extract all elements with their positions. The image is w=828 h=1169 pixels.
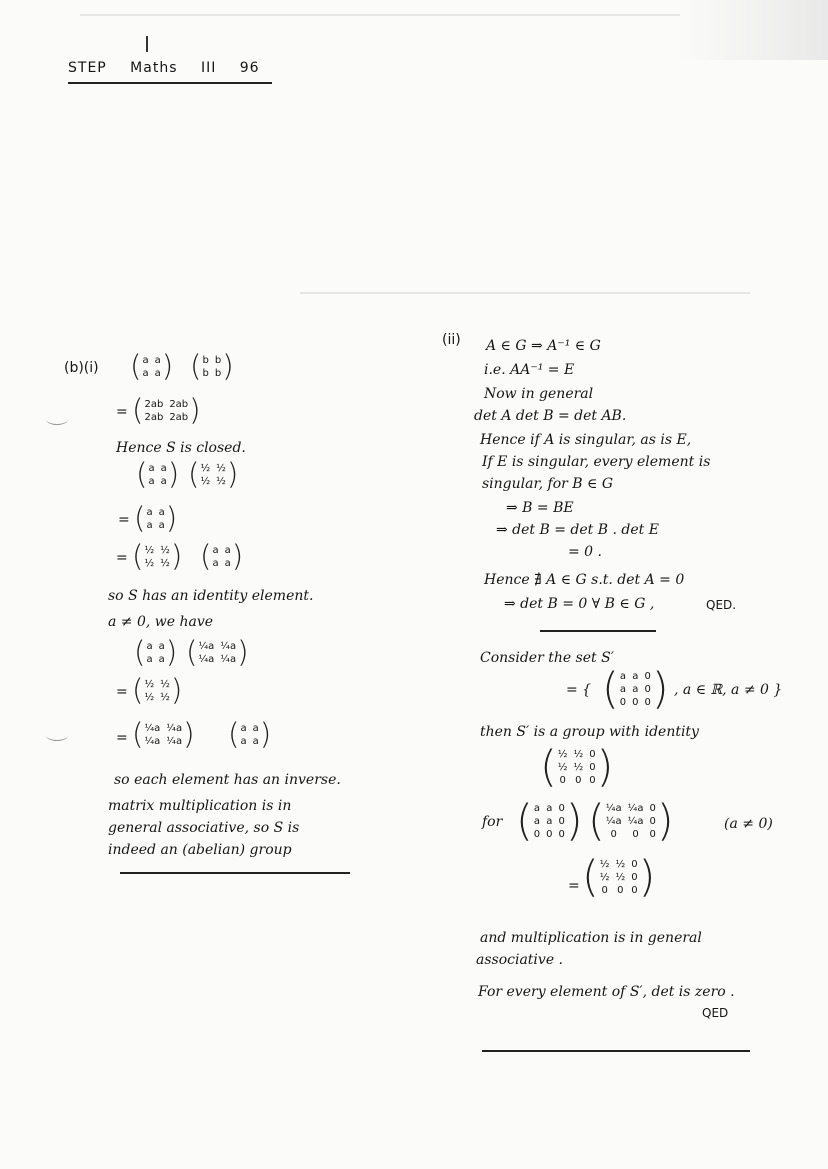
matrix-cell: a [632, 671, 639, 683]
matrix-entries [200, 462, 225, 488]
matrix-cell: 0 [631, 859, 638, 871]
matrix-right-paren: ) [222, 349, 234, 383]
matrix-cell: 0 [619, 697, 627, 709]
matrix-right-paren: ) [596, 742, 614, 792]
matrix-cell: a [146, 506, 153, 518]
set-brace-open: = { [566, 682, 592, 698]
matrix-right-paren: ) [259, 717, 272, 751]
matrix-entries [148, 462, 166, 488]
matrix-right-paren: ) [167, 457, 180, 491]
matrix-cell: ¼a [605, 803, 622, 815]
matrix-cell: ½ [557, 762, 568, 774]
matrix-left-paren: ( [190, 349, 202, 383]
matrix-cell: a [148, 462, 155, 474]
matrix-cell: 0 [601, 885, 608, 897]
matrix [602, 664, 669, 714]
proof-line: ⇒ det B = det B . det E [496, 522, 659, 538]
matrix-cell: a [154, 367, 161, 379]
matrix-left-paren: ( [132, 539, 144, 573]
matrix [136, 457, 180, 491]
matrix-cell: a [158, 653, 165, 665]
matrix-cell: 0 [546, 829, 553, 841]
equals-sign: = [116, 730, 128, 746]
matrix [134, 501, 178, 535]
group-statement: then S′ is a group with identity [480, 724, 699, 740]
matrix-cell: a [142, 367, 149, 379]
matrix-right-paren: ) [226, 457, 239, 491]
matrix-entries [534, 802, 565, 841]
matrix [582, 852, 656, 902]
matrix-cell: a [546, 816, 553, 828]
proof-line: Hence ∄ A ∈ G s.t. det A = 0 [484, 572, 685, 588]
matrix-cell: a [546, 803, 553, 815]
matrix-cell: a [240, 722, 247, 734]
determinant-statement: For every element of S′, det is zero . [478, 984, 735, 1000]
matrix-entries [144, 398, 188, 424]
matrix-cell: a [154, 354, 161, 366]
matrix-right-paren: ) [183, 717, 195, 751]
matrix-left-paren: ( [136, 457, 148, 491]
proof-line: i.e. AA⁻¹ = E [484, 362, 575, 378]
matrix-cell: ½ [573, 762, 584, 774]
inverse-statement: so each element has an inverse. [114, 772, 341, 788]
matrix-cell: b [202, 354, 209, 366]
matrix-cell: 0 [632, 829, 639, 841]
divider-rule [540, 630, 656, 632]
proof-line: = 0 . [568, 544, 602, 560]
matrix-right-paren: ) [161, 349, 174, 383]
matrix-left-paren: ( [186, 635, 198, 669]
matrix-left-paren: ( [132, 393, 144, 427]
scan-smudge [678, 0, 828, 60]
matrix-cell: ½ [557, 749, 568, 761]
matrix-cell: a [533, 816, 541, 828]
equals-sign: = [118, 512, 130, 528]
matrix-left-paren: ( [130, 349, 142, 383]
matrix [228, 717, 272, 751]
matrix-cell: 0 [558, 803, 565, 815]
matrix-cell: ¼a [144, 735, 161, 747]
qed-mark: QED. [706, 598, 737, 612]
for-word: for [482, 814, 503, 830]
matrix-left-paren: ( [540, 742, 557, 792]
proof-line: det A det B = det AB. [474, 408, 627, 424]
matrix-cell: ½ [615, 859, 626, 871]
matrix-cell: 0 [644, 697, 651, 709]
matrix-left-paren: ( [134, 501, 146, 535]
matrix-cell: 0 [644, 684, 651, 696]
set-condition: , a ∈ ℝ, a ≠ 0 } [674, 682, 783, 698]
matrix-right-paren: ) [165, 501, 178, 535]
matrix-left-paren: ( [132, 673, 144, 707]
tick-mark [146, 36, 148, 52]
matrix-left-paren: ( [582, 852, 599, 902]
scan-artifact-line [300, 292, 750, 294]
matrix-entries [600, 858, 638, 897]
matrix-cell: 0 [610, 829, 617, 841]
matrix-cell: ½ [144, 678, 155, 690]
equals-sign: = [568, 878, 580, 894]
part-label-ii: (ii) [442, 332, 461, 348]
matrix-cell: ½ [200, 462, 211, 474]
matrix-cell: ½ [573, 749, 584, 761]
matrix-cell: a [142, 354, 149, 366]
matrix-cell: 2ab [144, 411, 164, 423]
proof-line: ⇒ B = BE [506, 500, 574, 516]
matrix-right-paren: ) [656, 796, 674, 846]
matrix-cell: a [160, 475, 167, 487]
matrix-left-paren: ( [134, 635, 146, 669]
matrix-cell: a [158, 506, 165, 518]
matrix-cell: ¼a [605, 816, 622, 828]
matrix-cell: 0 [631, 872, 638, 884]
matrix [132, 539, 183, 573]
nonzero-statement: a ≠ 0, we have [108, 614, 214, 630]
matrix-cell: 0 [533, 829, 541, 841]
matrix-entries [212, 544, 230, 570]
matrix-cell: a [240, 735, 247, 747]
matrix-cell: 0 [589, 775, 596, 787]
matrix-cell: ½ [144, 691, 155, 703]
header-underline [68, 82, 272, 84]
equals-sign: = [116, 404, 128, 420]
matrix-cell: ¼a [166, 735, 183, 747]
punch-mark [46, 414, 68, 425]
matrix-cell: b [214, 367, 222, 379]
matrix-right-paren: ) [231, 539, 244, 573]
matrix-cell: ½ [160, 678, 170, 690]
matrix-cell: ½ [599, 859, 610, 871]
matrix-cell: a [212, 544, 219, 556]
matrix-left-paren: ( [200, 539, 212, 573]
associativity-line-2: general associative, so S is [108, 820, 300, 836]
matrix-left-paren: ( [588, 796, 605, 846]
equals-sign: = [116, 684, 128, 700]
matrix-cell: ½ [615, 872, 626, 884]
matrix-cell: a [212, 557, 219, 569]
matrix [186, 635, 249, 669]
identity-matrix [540, 742, 614, 792]
matrix-cell: 2ab [169, 398, 189, 410]
scan-artifact-line [80, 14, 680, 16]
matrix-cell: ¼a [166, 722, 183, 734]
matrix-cell: 0 [589, 749, 596, 761]
proof-line: A ∈ G ⇒ A⁻¹ ∈ G [486, 338, 601, 354]
matrix-cell: 0 [559, 775, 566, 787]
matrix-cell: ½ [216, 462, 226, 474]
matrix-cell: ¼a [627, 803, 644, 815]
matrix-right-paren: ) [165, 635, 178, 669]
matrix [588, 796, 674, 846]
matrix-cell: 0 [649, 829, 656, 841]
matrix-entries [240, 722, 258, 748]
consider-statement: Consider the set S′ [480, 650, 614, 666]
matrix-right-paren: ) [170, 673, 183, 707]
section-end-rule [482, 1050, 750, 1052]
matrix-cell: ¼a [220, 640, 237, 652]
matrix-cell: 0 [631, 885, 638, 897]
matrix-entries [620, 670, 651, 709]
matrix-cell: ¼a [220, 653, 237, 665]
matrix-right-paren: ) [565, 796, 583, 846]
matrix-cell: 2ab [144, 398, 164, 410]
matrix [188, 457, 239, 491]
proof-line: singular, for B ∈ G [482, 476, 614, 492]
proof-line: Hence if A is singular, as is E, [480, 432, 692, 448]
matrix [132, 717, 195, 751]
section-end-rule [120, 872, 350, 874]
matrix-cell: b [202, 367, 209, 379]
matrix-cell: a [632, 684, 639, 696]
matrix-right-paren: ) [651, 664, 669, 714]
matrix-cell: a [224, 544, 231, 556]
matrix-entries [144, 544, 169, 570]
part-label-b-i: (b)(i) [64, 360, 99, 376]
associativity-line-3: indeed an (abelian) group [108, 842, 292, 858]
matrix [200, 539, 244, 573]
matrix-left-paren: ( [188, 457, 200, 491]
qed-mark: QED [702, 1006, 729, 1020]
matrix-entries [142, 354, 160, 380]
matrix-left-paren: ( [132, 717, 144, 751]
matrix-cell: ¼a [198, 653, 215, 665]
matrix-cell: a [533, 803, 541, 815]
matrix-cell: 0 [617, 885, 624, 897]
matrix-cell: a [619, 684, 627, 696]
matrix-cell: ½ [160, 557, 170, 569]
matrix-right-paren: ) [189, 393, 201, 427]
matrix-cell: a [252, 722, 259, 734]
matrix-cell: 2ab [169, 411, 189, 423]
matrix-entries [558, 748, 596, 787]
matrix-left-paren: ( [516, 796, 533, 846]
proof-line: Now in general [484, 386, 594, 402]
matrix-entries [144, 722, 182, 748]
matrix-cell: 0 [649, 803, 656, 815]
matrix-cell: b [214, 354, 222, 366]
matrix-entries [606, 802, 656, 841]
matrix-cell: ½ [144, 557, 155, 569]
matrix-cell: 0 [632, 697, 639, 709]
matrix-cell: 0 [575, 775, 582, 787]
matrix-entries [144, 678, 169, 704]
matrix-left-paren: ( [228, 717, 240, 751]
nonzero-condition: (a ≠ 0) [724, 816, 773, 832]
matrix-cell: 0 [558, 829, 565, 841]
matrix-cell: ½ [160, 544, 170, 556]
matrix-cell: a [252, 735, 259, 747]
matrix-cell: a [148, 475, 155, 487]
matrix-right-paren: ) [638, 852, 656, 902]
associativity-line-1: matrix multiplication is in [108, 798, 292, 814]
matrix-cell: a [160, 462, 167, 474]
matrix-entries [198, 640, 236, 666]
matrix-cell: ½ [160, 691, 170, 703]
matrix-cell: ¼a [198, 640, 215, 652]
multiplication-line-2: associative . [476, 952, 564, 968]
matrix-entries [202, 354, 221, 380]
matrix-cell: 0 [589, 762, 596, 774]
matrix-cell: a [146, 640, 153, 652]
matrix-cell: ½ [144, 544, 155, 556]
matrix-cell: ¼a [144, 722, 161, 734]
matrix-cell: a [158, 519, 165, 531]
identity-statement: so S has an identity element. [108, 588, 314, 604]
matrix-entries [146, 506, 164, 532]
multiplication-line-1: and multiplication is in general [480, 930, 702, 946]
matrix [516, 796, 583, 846]
proof-line: ⇒ det B = 0 ∀ B ∈ G , [504, 596, 655, 612]
proof-line: If E is singular, every element is [482, 454, 711, 470]
matrix-right-paren: ) [170, 539, 183, 573]
matrix-cell: a [224, 557, 231, 569]
matrix [132, 393, 201, 427]
matrix-cell: a [619, 671, 627, 683]
equals-sign: = [116, 550, 128, 566]
matrix-cell: ½ [216, 475, 226, 487]
matrix-right-paren: ) [237, 635, 249, 669]
matrix-cell: 0 [644, 671, 651, 683]
matrix-cell: ½ [599, 872, 610, 884]
matrix-cell: ½ [200, 475, 211, 487]
page-header: STEP Maths III 96 [68, 60, 260, 76]
matrix-cell: a [146, 653, 153, 665]
matrix-left-paren: ( [602, 664, 619, 714]
matrix-cell: 0 [558, 816, 565, 828]
matrix [130, 349, 174, 383]
matrix [190, 349, 234, 383]
matrix-entries [146, 640, 164, 666]
matrix-cell: a [146, 519, 153, 531]
closure-statement: Hence S is closed. [116, 440, 246, 456]
matrix-cell: ¼a [627, 816, 644, 828]
matrix [132, 673, 183, 707]
matrix-cell: a [158, 640, 165, 652]
matrix [134, 635, 178, 669]
matrix-cell: 0 [649, 816, 656, 828]
punch-mark [46, 730, 68, 741]
